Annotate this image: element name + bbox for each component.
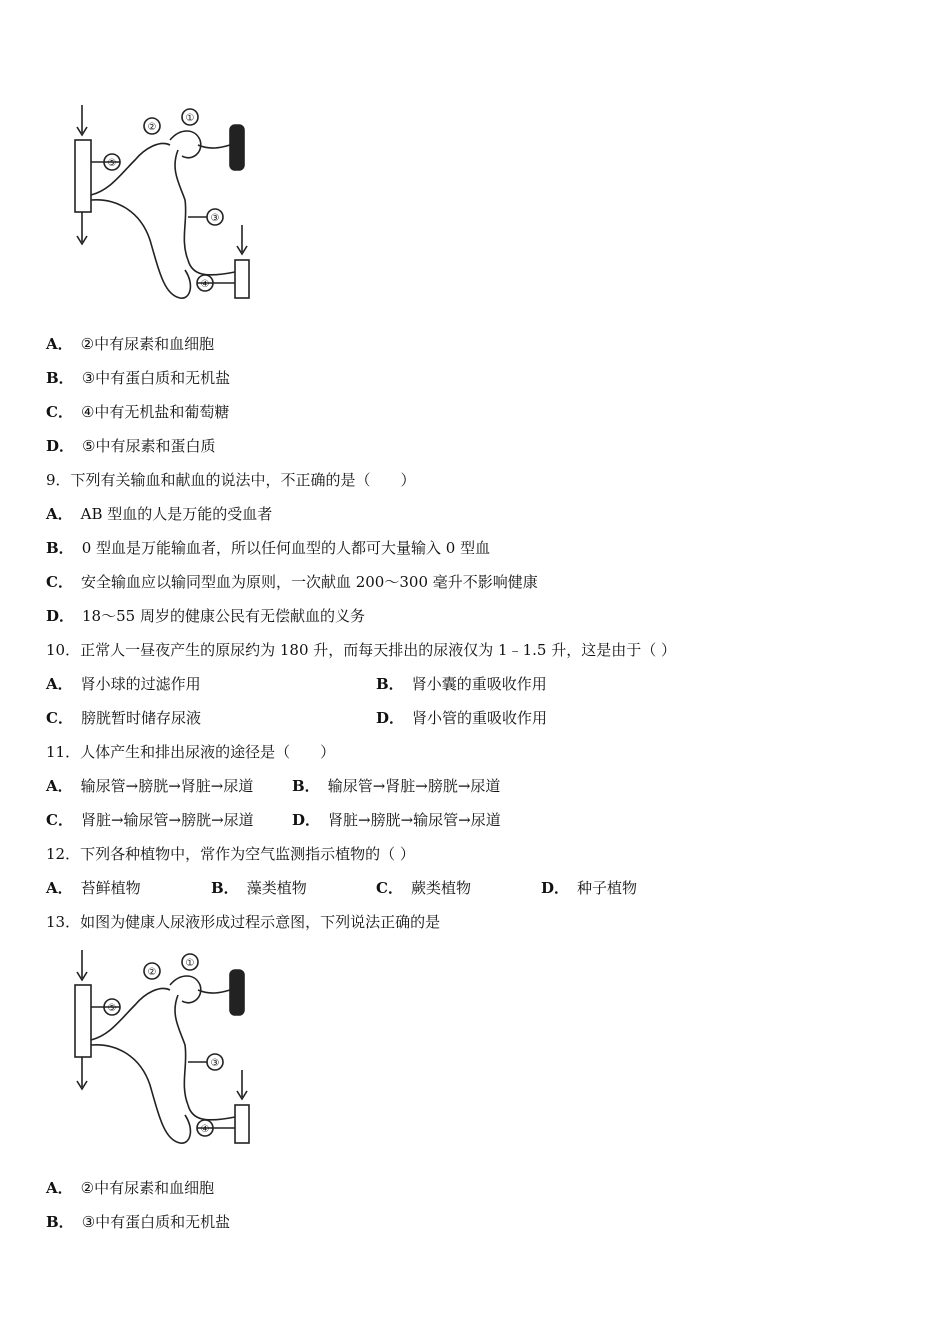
q12-option-b[interactable]: B． 藻类植物 <box>211 879 307 897</box>
q10-option-a[interactable]: A． 肾小球的过滤作用 <box>46 675 201 693</box>
q13-option-a[interactable]: A． ②中有尿素和血细胞 <box>46 1179 215 1197</box>
q8-option-d[interactable]: D． ⑤中有尿素和蛋白质 <box>46 437 216 455</box>
q12-option-a[interactable]: A． 苔鲜植物 <box>46 879 141 897</box>
q11-stem: 11．人体产生和排出尿液的途径是（ ） <box>46 743 336 761</box>
figure-label-2: ② <box>147 122 157 133</box>
q9-option-d[interactable]: D． 18～55 周岁的健康公民有无偿献血的义务 <box>46 607 365 625</box>
nephron-diagram-2 <box>70 945 260 1150</box>
q13-option-b[interactable]: B． ③中有蛋白质和无机盐 <box>46 1213 231 1231</box>
q8-option-a[interactable]: A． ②中有尿素和血细胞 <box>46 335 215 353</box>
q11-option-a[interactable]: A． 输尿管→膀胱→肾脏→尿道 <box>46 777 254 795</box>
q12-stem: 12．下列各种植物中，常作为空气监测指示植物的（ ） <box>46 845 415 863</box>
figure2-label-5: ⑤ <box>107 1003 117 1014</box>
q10-stem: 10．正常人一昼夜产生的原尿约为 180 升，而每天排出的尿液仅为 1﹣1.5 升，这是由于（ ） <box>46 641 676 659</box>
q11-option-b[interactable]: B． 输尿管→肾脏→膀胱→尿道 <box>292 777 501 795</box>
figure-label-3: ③ <box>210 213 220 224</box>
q11-option-d[interactable]: D． 肾脏→膀胱→输尿管→尿道 <box>292 811 501 829</box>
nephron-diagram <box>70 100 260 305</box>
figure2-label-1: ① <box>185 958 195 969</box>
q9-stem: 9．下列有关输血和献血的说法中，不正确的是（ ） <box>46 471 416 489</box>
q8-option-b[interactable]: B． ③中有蛋白质和无机盐 <box>46 369 231 387</box>
q10-option-c[interactable]: C． 膀胱暂时储存尿液 <box>46 709 201 727</box>
q13-stem: 13．如图为健康人尿液形成过程示意图，下列说法正确的是 <box>46 913 441 931</box>
figure-label-5: ⑤ <box>107 158 117 169</box>
q12-option-c[interactable]: C． 蕨类植物 <box>376 879 471 897</box>
nephron-figure <box>70 100 260 305</box>
q9-option-c[interactable]: C． 安全输血应以输同型血为原则，一次献血 200～300 毫升不影响健康 <box>46 573 538 591</box>
q12-option-d[interactable]: D． 种子植物 <box>541 879 638 897</box>
figure2-label-2: ② <box>147 967 157 978</box>
figure2-label-4: ④ <box>200 1124 210 1135</box>
q9-option-b[interactable]: B． 0 型血是万能输血者，所以任何血型的人都可大量输入 0 型血 <box>46 539 491 557</box>
q10-option-d[interactable]: D． 肾小管的重吸收作用 <box>376 709 548 727</box>
figure-label-1: ① <box>185 113 195 124</box>
q11-option-c[interactable]: C． 肾脏→输尿管→膀胱→尿道 <box>46 811 254 829</box>
nephron-figure-2 <box>70 945 260 1150</box>
figure-label-4: ④ <box>200 279 210 290</box>
figure2-label-3: ③ <box>210 1058 220 1069</box>
q10-option-b[interactable]: B． 肾小囊的重吸收作用 <box>376 675 547 693</box>
q9-option-a[interactable]: A． AB 型血的人是万能的受血者 <box>46 505 273 523</box>
q8-option-c[interactable]: C． ④中有无机盐和葡萄糖 <box>46 403 230 421</box>
